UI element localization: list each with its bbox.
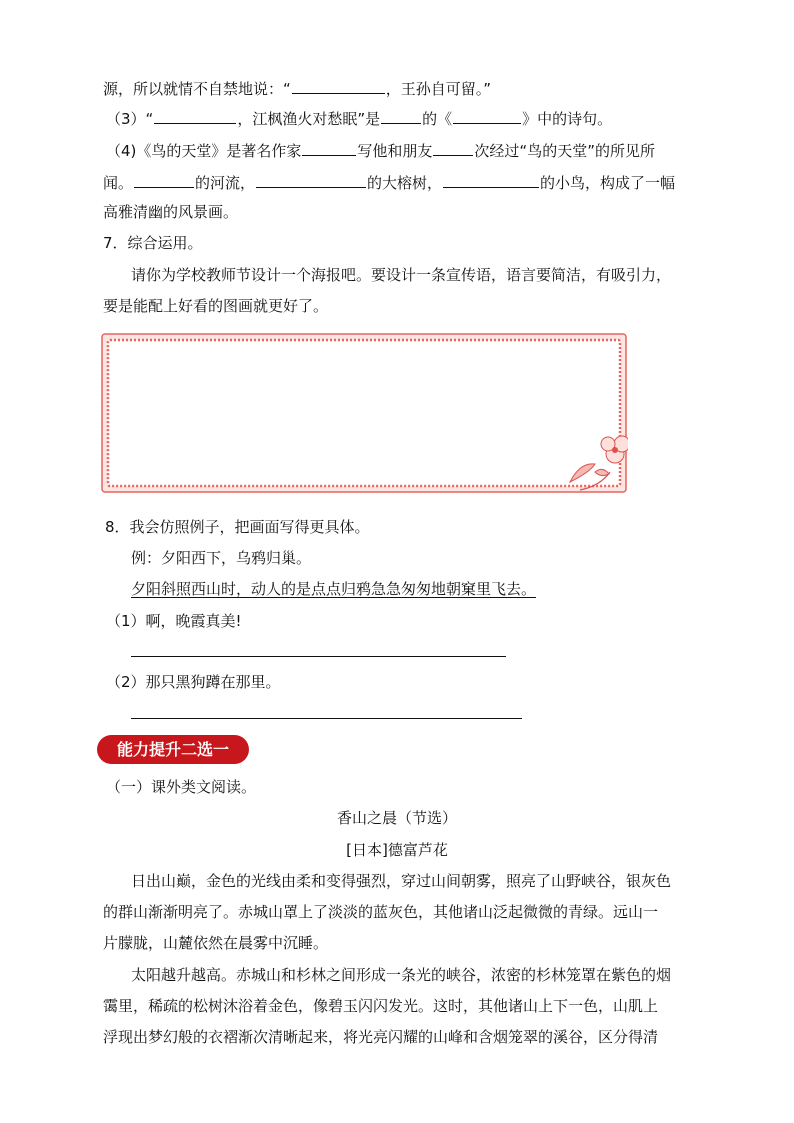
answer-blank[interactable] — [443, 171, 539, 188]
q6-line1-text-b: ，王孙自可留。” — [385, 80, 492, 98]
reading-p2-line1: 太阳越升越高。赤城山和杉林之间形成一条光的峡谷，浓密的杉林笼罩在紫色的烟 — [131, 966, 672, 984]
q6-item3-text-b: ，江枫渔火对愁眠”是 — [237, 110, 381, 128]
q6-line1-text-a: 源，所以就情不自禁地说：“ — [103, 80, 291, 98]
q8-example-answer: 夕阳斜照西山时，动人的是点点归鸦急急匆匆地朝窠里飞去。 — [131, 580, 537, 598]
q6-item3-text-a: （3）“ — [106, 110, 154, 128]
q6-item4 — [106, 139, 655, 161]
q6-item4-line2 — [103, 171, 675, 193]
q6-item4-text-a: （4)《鸟的天堂》是著名作家 — [106, 142, 302, 160]
q6-item4-text-e: 的河流， — [195, 174, 256, 192]
q8-item2-answer-line[interactable] — [131, 718, 522, 719]
q8-item1: （1）啊，晚霞真美! — [106, 612, 242, 630]
answer-blank[interactable] — [292, 77, 385, 94]
section-part-heading: （一）课外类文阅读。 — [106, 778, 257, 796]
answer-blank[interactable] — [381, 107, 421, 124]
reading-author: [日本]德富芦花 — [346, 841, 448, 859]
q7-body-line2: 要是能配上好看的图画就更好了。 — [103, 297, 329, 315]
answer-blank[interactable] — [154, 107, 236, 124]
reading-p1-line3: 片朦胧，山麓依然在晨雾中沉睡。 — [103, 934, 329, 952]
q6-item3 — [106, 107, 612, 129]
answer-blank[interactable] — [433, 139, 473, 156]
q6-item4-text-c: 次经过“鸟的天堂”的所见所 — [474, 142, 655, 160]
q7-title: 7．综合运用。 — [103, 234, 203, 252]
q6-item4-line3: 高雅清幽的风景画。 — [103, 203, 239, 221]
q8-item1-answer-line[interactable] — [131, 656, 506, 657]
answer-blank[interactable] — [134, 171, 194, 188]
reading-title: 香山之晨（节选） — [336, 809, 457, 827]
q6-item4-text-f: 的大榕树， — [367, 174, 443, 192]
q8-item2: （2）那只黑狗蹲在那里。 — [106, 673, 281, 691]
answer-blank[interactable] — [453, 107, 521, 124]
answer-blank[interactable] — [256, 171, 366, 188]
q7-body-line1: 请你为学校教师节设计一个海报吧。要设计一条宣传语，语言要简洁，有吸引力， — [131, 266, 672, 284]
q6-item4-text-g: 的小鸟，构成了一幅 — [540, 174, 676, 192]
q6-line1 — [103, 77, 491, 99]
section-badge: 能力提升二选一 — [97, 735, 249, 764]
reading-p2-line3: 浮现出梦幻般的衣褶渐次清晰起来，将光亮闪耀的山峰和含烟笼翠的溪谷，区分得清 — [103, 1028, 659, 1046]
q6-item4-text-b: 写他和朋友 — [357, 142, 433, 160]
reading-p1-line1: 日出山巅，金色的光线由柔和变得强烈，穿过山间朝雾，照亮了山野峡谷，银灰色 — [131, 872, 672, 890]
q6-item3-text-c: 的《 — [422, 110, 453, 128]
q8-title: 8．我会仿照例子，把画面写得更具体。 — [105, 518, 370, 536]
q8-example: 例：夕阳西下，乌鸦归巢。 — [131, 549, 312, 567]
reading-p2-line2: 霭里，稀疏的松树沐浴着金色，像碧玉闪闪发光。这时，其他诸山上下一色，山肌上 — [103, 997, 659, 1015]
reading-p1-line2: 的群山渐渐明亮了。赤城山罩上了淡淡的蓝灰色，其他诸山泛起微微的青绿。远山一 — [103, 903, 659, 921]
q6-item4-text-d: 闻。 — [103, 174, 134, 192]
answer-blank[interactable] — [302, 139, 356, 156]
q6-item3-text-d: 》中的诗句。 — [522, 110, 613, 128]
poster-drawing-frame[interactable] — [100, 332, 628, 494]
